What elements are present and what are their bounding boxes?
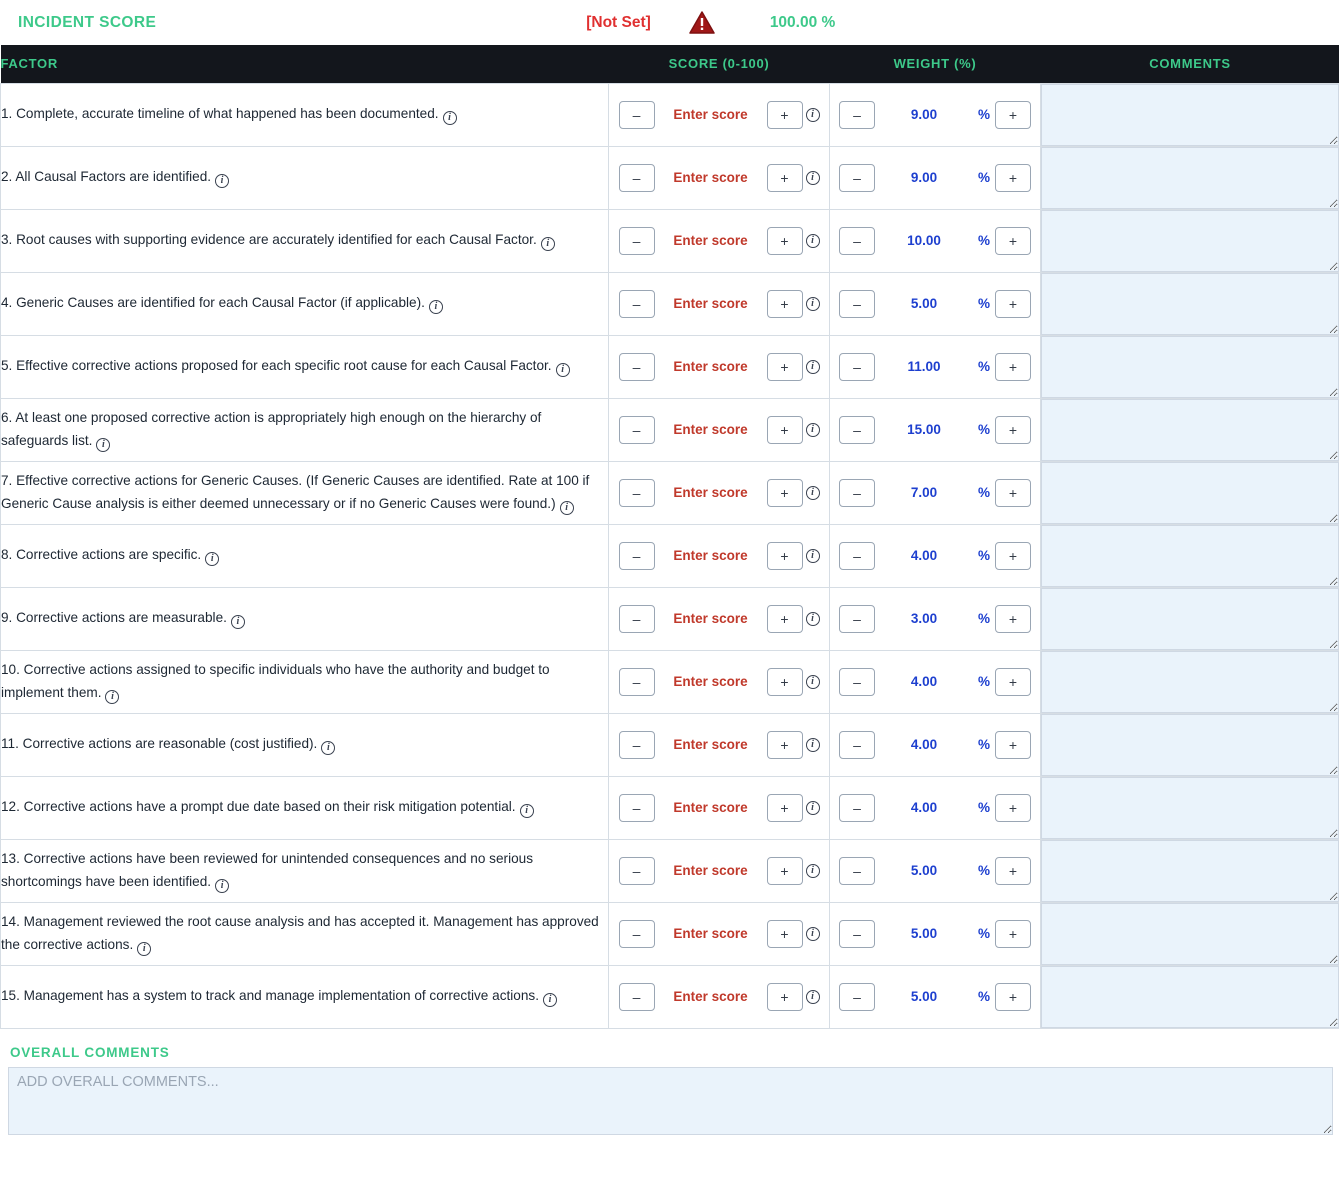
weight-increment-button[interactable]: +	[995, 416, 1031, 444]
weight-value[interactable]: 3.00	[910, 611, 938, 626]
percent-symbol: %	[977, 611, 990, 626]
row-comment-input[interactable]	[1041, 525, 1339, 587]
weight-value[interactable]: 5.00	[910, 296, 938, 311]
score-increment-button[interactable]: +	[767, 101, 803, 129]
weight-cell	[830, 398, 1041, 461]
factor-cell	[1, 461, 609, 524]
row-comment-input[interactable]	[1041, 273, 1339, 335]
weight-stepper	[839, 794, 1031, 822]
column-header-comments: COMMENTS	[1041, 45, 1339, 83]
score-input[interactable]	[655, 227, 767, 255]
comments-cell	[1041, 965, 1339, 1028]
score-stepper	[619, 794, 820, 822]
score-cell	[609, 965, 830, 1028]
weight-value[interactable]: 9.00	[910, 170, 938, 185]
comments-cell	[1041, 335, 1339, 398]
weight-value[interactable]: 15.00	[907, 422, 941, 437]
table-row	[1, 776, 1339, 839]
percent-symbol: %	[977, 485, 990, 500]
weight-decrement-button[interactable]: –	[839, 479, 875, 507]
factor-text: 11. Corrective actions are reasonable (cost justified).	[1, 736, 318, 752]
info-icon[interactable]: i	[96, 438, 110, 452]
score-increment-button[interactable]: +	[767, 416, 803, 444]
weight-stepper	[839, 920, 1031, 948]
score-increment-button[interactable]: +	[767, 731, 803, 759]
score-info-icon[interactable]: i	[806, 927, 820, 941]
table-row	[1, 461, 1339, 524]
score-cell	[609, 524, 830, 587]
comments-cell	[1041, 83, 1339, 146]
weight-value[interactable]: 7.00	[910, 485, 938, 500]
weight-stepper	[839, 668, 1031, 696]
comments-cell	[1041, 524, 1339, 587]
row-comment-input[interactable]	[1041, 903, 1339, 965]
overall-comments-section	[0, 1029, 1339, 1135]
weight-stepper	[839, 416, 1031, 444]
info-icon[interactable]: i	[556, 363, 570, 377]
score-cell	[609, 209, 830, 272]
weight-decrement-button[interactable]: –	[839, 101, 875, 129]
comments-cell	[1041, 587, 1339, 650]
score-decrement-button[interactable]: –	[619, 290, 655, 318]
weight-decrement-button[interactable]: –	[839, 353, 875, 381]
score-stepper	[619, 857, 820, 885]
score-decrement-button[interactable]: –	[619, 794, 655, 822]
weight-value[interactable]: 4.00	[910, 674, 938, 689]
percent-symbol: %	[977, 926, 990, 941]
score-input[interactable]	[655, 983, 767, 1011]
table-row	[1, 272, 1339, 335]
score-info-icon[interactable]: i	[806, 801, 820, 815]
score-cell	[609, 587, 830, 650]
weight-value[interactable]: 4.00	[910, 737, 938, 752]
row-comment-input[interactable]	[1041, 651, 1339, 713]
factor-cell	[1, 272, 609, 335]
score-increment-button[interactable]: +	[767, 479, 803, 507]
score-decrement-button[interactable]: –	[619, 983, 655, 1011]
percent-symbol: %	[977, 296, 990, 311]
comments-cell	[1041, 209, 1339, 272]
weight-value[interactable]: 11.00	[907, 359, 941, 374]
score-stepper	[619, 605, 820, 633]
score-increment-button[interactable]: +	[767, 857, 803, 885]
score-decrement-button[interactable]: –	[619, 920, 655, 948]
weight-cell	[830, 524, 1041, 587]
weight-increment-button[interactable]: +	[995, 857, 1031, 885]
score-cell	[609, 902, 830, 965]
score-decrement-button[interactable]: –	[619, 479, 655, 507]
percent-symbol: %	[977, 548, 990, 563]
table-row	[1, 398, 1339, 461]
weight-cell	[830, 776, 1041, 839]
score-input[interactable]	[655, 542, 767, 570]
table-row	[1, 209, 1339, 272]
weight-value[interactable]: 5.00	[910, 989, 938, 1004]
weight-cell	[830, 461, 1041, 524]
score-cell	[609, 776, 830, 839]
weight-value[interactable]: 4.00	[910, 548, 938, 563]
score-info-icon[interactable]: i	[806, 360, 820, 374]
factor-cell	[1, 902, 609, 965]
weight-value[interactable]: 5.00	[910, 926, 938, 941]
score-info-icon[interactable]: i	[806, 612, 820, 626]
comments-cell	[1041, 461, 1339, 524]
weight-decrement-button[interactable]: –	[839, 164, 875, 192]
score-stepper	[619, 227, 820, 255]
row-comment-input[interactable]	[1041, 588, 1339, 650]
score-increment-button[interactable]: +	[767, 983, 803, 1011]
weight-increment-button[interactable]: +	[995, 542, 1031, 570]
table-row	[1, 839, 1339, 902]
weight-increment-button[interactable]: +	[995, 605, 1031, 633]
column-header-score: SCORE (0-100)	[609, 45, 830, 83]
score-decrement-button[interactable]: –	[619, 164, 655, 192]
table-row	[1, 146, 1339, 209]
comments-cell	[1041, 839, 1339, 902]
weight-stepper	[839, 857, 1031, 885]
weight-value[interactable]: 5.00	[910, 863, 938, 878]
factor-text: 10. Corrective actions assigned to specific individuals who have the authority and budget to implement them.	[1, 662, 550, 700]
weight-stepper	[839, 164, 1031, 192]
factor-cell	[1, 209, 609, 272]
info-icon[interactable]: i	[137, 942, 151, 956]
row-comment-input[interactable]	[1041, 840, 1339, 902]
weight-decrement-button[interactable]: –	[839, 227, 875, 255]
score-increment-button[interactable]: +	[767, 920, 803, 948]
percent-symbol: %	[977, 422, 990, 437]
info-icon[interactable]: i	[520, 804, 534, 818]
score-stepper	[619, 353, 820, 381]
info-icon[interactable]: i	[231, 615, 245, 629]
score-decrement-button[interactable]: –	[619, 605, 655, 633]
weight-increment-button[interactable]: +	[995, 353, 1031, 381]
comments-cell	[1041, 650, 1339, 713]
factor-text: 2. All Causal Factors are identified.	[1, 169, 212, 185]
row-comment-input[interactable]	[1041, 966, 1339, 1028]
factor-cell	[1, 146, 609, 209]
factor-text: 15. Management has a system to track and manage implementation of corrective actions.	[1, 988, 539, 1004]
weight-cell	[830, 209, 1041, 272]
score-increment-button[interactable]: +	[767, 290, 803, 318]
factor-cell	[1, 776, 609, 839]
percent-symbol: %	[977, 359, 990, 374]
score-cell	[609, 713, 830, 776]
percent-symbol: %	[977, 674, 990, 689]
weight-cell	[830, 713, 1041, 776]
score-info-icon[interactable]: i	[806, 864, 820, 878]
factor-cell	[1, 650, 609, 713]
score-cell	[609, 398, 830, 461]
row-comment-input[interactable]	[1041, 399, 1339, 461]
info-icon[interactable]: i	[215, 174, 229, 188]
score-increment-button[interactable]: +	[767, 668, 803, 696]
factor-text: 14. Management reviewed the root cause analysis and has accepted it. Management has approved the corrective actions.	[1, 914, 599, 952]
comments-cell	[1041, 398, 1339, 461]
overall-comments-label: OVERALL COMMENTS	[10, 1044, 170, 1060]
info-icon[interactable]: i	[543, 993, 557, 1007]
weight-decrement-button[interactable]: –	[839, 605, 875, 633]
factor-text: 7. Effective corrective actions for Generic Causes. (If Generic Causes are identified. Rate at 100 if Generic Cause analysis is either deemed unnecessary or if no Generic Causes were found.)	[1, 473, 590, 511]
row-comment-input[interactable]	[1041, 210, 1339, 272]
weight-increment-button[interactable]: +	[995, 290, 1031, 318]
score-increment-button[interactable]: +	[767, 794, 803, 822]
score-info-icon[interactable]: i	[806, 234, 820, 248]
factor-cell	[1, 839, 609, 902]
score-cell	[609, 650, 830, 713]
score-cell	[609, 83, 830, 146]
row-comment-input[interactable]	[1041, 147, 1339, 209]
info-icon[interactable]: i	[321, 741, 335, 755]
table-row	[1, 524, 1339, 587]
weight-stepper	[839, 227, 1031, 255]
weight-increment-button[interactable]: +	[995, 164, 1031, 192]
percent-symbol: %	[977, 233, 990, 248]
score-increment-button[interactable]: +	[767, 164, 803, 192]
score-stepper	[619, 731, 820, 759]
score-decrement-button[interactable]: –	[619, 857, 655, 885]
score-stepper	[619, 416, 820, 444]
score-stepper	[619, 920, 820, 948]
weight-increment-button[interactable]: +	[995, 920, 1031, 948]
score-input[interactable]	[655, 920, 767, 948]
factor-cell	[1, 713, 609, 776]
score-cell	[609, 461, 830, 524]
factor-cell	[1, 587, 609, 650]
weight-cell	[830, 650, 1041, 713]
score-decrement-button[interactable]: –	[619, 227, 655, 255]
weight-cell	[830, 335, 1041, 398]
weight-value[interactable]: 10.00	[907, 233, 941, 248]
info-icon[interactable]: i	[429, 300, 443, 314]
score-info-icon[interactable]: i	[806, 486, 820, 500]
table-row	[1, 713, 1339, 776]
percent-symbol: %	[977, 170, 990, 185]
weight-cell	[830, 965, 1041, 1028]
score-stepper	[619, 983, 820, 1011]
row-comment-input[interactable]	[1041, 714, 1339, 776]
factor-text: 4. Generic Causes are identified for each Causal Factor (if applicable).	[1, 295, 425, 311]
weight-value[interactable]: 9.00	[910, 107, 938, 122]
weight-increment-button[interactable]: +	[995, 731, 1031, 759]
page-title: INCIDENT SCORE	[18, 13, 157, 31]
score-cell	[609, 272, 830, 335]
weight-decrement-button[interactable]: –	[839, 542, 875, 570]
column-header-factor: FACTOR	[1, 45, 609, 83]
factor-text: 1. Complete, accurate timeline of what happened has been documented.	[1, 106, 439, 122]
row-comment-input[interactable]	[1041, 777, 1339, 839]
weight-stepper	[839, 479, 1031, 507]
score-stepper	[619, 164, 820, 192]
score-decrement-button[interactable]: –	[619, 731, 655, 759]
weight-decrement-button[interactable]: –	[839, 920, 875, 948]
score-increment-button[interactable]: +	[767, 605, 803, 633]
score-info-icon[interactable]: i	[806, 675, 820, 689]
score-cell	[609, 839, 830, 902]
score-input[interactable]	[655, 794, 767, 822]
row-comment-input[interactable]	[1041, 462, 1339, 524]
percent-symbol: %	[977, 800, 990, 815]
weight-stepper	[839, 290, 1031, 318]
weight-cell	[830, 839, 1041, 902]
weight-increment-button[interactable]: +	[995, 668, 1031, 696]
score-cell	[609, 146, 830, 209]
incident-score-header	[0, 0, 1339, 45]
score-stepper	[619, 101, 820, 129]
factor-text: 9. Corrective actions are measurable.	[1, 610, 227, 626]
total-weight-percent: 100.00 %	[769, 13, 836, 31]
score-info-icon[interactable]: i	[806, 990, 820, 1004]
weight-stepper	[839, 542, 1031, 570]
weight-decrement-button[interactable]: –	[839, 983, 875, 1011]
comments-cell	[1041, 146, 1339, 209]
weight-increment-button[interactable]: +	[995, 794, 1031, 822]
factor-text: 3. Root causes with supporting evidence are accurately identified for each Causal Factor.	[1, 232, 537, 248]
score-decrement-button[interactable]: –	[619, 353, 655, 381]
weight-increment-button[interactable]: +	[995, 227, 1031, 255]
score-input[interactable]	[655, 416, 767, 444]
table-body	[1, 83, 1339, 1028]
factor-text: 13. Corrective actions have been reviewed for unintended consequences and no serious shortcomings have been identified.	[1, 851, 534, 889]
score-info-icon[interactable]: i	[806, 423, 820, 437]
warning-triangle-icon	[689, 11, 715, 35]
weight-stepper	[839, 983, 1031, 1011]
weight-stepper	[839, 101, 1031, 129]
weight-cell	[830, 146, 1041, 209]
weight-decrement-button[interactable]: –	[839, 731, 875, 759]
comments-cell	[1041, 776, 1339, 839]
score-increment-button[interactable]: +	[767, 353, 803, 381]
factor-cell	[1, 398, 609, 461]
score-increment-button[interactable]: +	[767, 542, 803, 570]
weight-stepper	[839, 731, 1031, 759]
percent-symbol: %	[977, 737, 990, 752]
weight-increment-button[interactable]: +	[995, 479, 1031, 507]
weight-decrement-button[interactable]: –	[839, 416, 875, 444]
factor-cell	[1, 524, 609, 587]
factor-cell	[1, 965, 609, 1028]
score-info-icon[interactable]: i	[806, 297, 820, 311]
info-icon[interactable]: i	[105, 690, 119, 704]
weight-decrement-button[interactable]: –	[839, 794, 875, 822]
info-icon[interactable]: i	[443, 111, 457, 125]
incident-score-table	[0, 45, 1339, 1029]
info-icon[interactable]: i	[205, 552, 219, 566]
info-icon[interactable]: i	[560, 501, 574, 515]
score-input[interactable]	[655, 164, 767, 192]
score-input[interactable]	[655, 479, 767, 507]
score-input[interactable]	[655, 605, 767, 633]
info-icon[interactable]: i	[541, 237, 555, 251]
weight-decrement-button[interactable]: –	[839, 857, 875, 885]
weight-stepper	[839, 605, 1031, 633]
score-stepper	[619, 479, 820, 507]
score-input[interactable]	[655, 290, 767, 318]
score-info-icon[interactable]: i	[806, 549, 820, 563]
weight-value[interactable]: 4.00	[910, 800, 938, 815]
table-row	[1, 335, 1339, 398]
score-cell	[609, 335, 830, 398]
status-badge: [Not Set]	[586, 13, 651, 31]
overall-comments-input[interactable]	[8, 1067, 1333, 1135]
column-header-weight: WEIGHT (%)	[830, 45, 1041, 83]
factor-text: 5. Effective corrective actions proposed for each specific root cause for each Causal Factor.	[1, 358, 552, 374]
table-row	[1, 650, 1339, 713]
table-row	[1, 587, 1339, 650]
table-row	[1, 83, 1339, 146]
score-input[interactable]	[655, 353, 767, 381]
score-input[interactable]	[655, 668, 767, 696]
score-decrement-button[interactable]: –	[619, 542, 655, 570]
percent-symbol: %	[977, 107, 990, 122]
score-decrement-button[interactable]: –	[619, 668, 655, 696]
score-stepper	[619, 668, 820, 696]
info-icon[interactable]: i	[215, 879, 229, 893]
score-info-icon[interactable]: i	[806, 171, 820, 185]
score-stepper	[619, 542, 820, 570]
score-info-icon[interactable]: i	[806, 108, 820, 122]
weight-increment-button[interactable]: +	[995, 101, 1031, 129]
comments-cell	[1041, 272, 1339, 335]
table-row	[1, 902, 1339, 965]
weight-cell	[830, 83, 1041, 146]
score-stepper	[619, 290, 820, 318]
row-comment-input[interactable]	[1041, 336, 1339, 398]
factor-cell	[1, 335, 609, 398]
score-input[interactable]	[655, 101, 767, 129]
percent-symbol: %	[977, 989, 990, 1004]
weight-decrement-button[interactable]: –	[839, 290, 875, 318]
weight-cell	[830, 902, 1041, 965]
weight-decrement-button[interactable]: –	[839, 668, 875, 696]
score-decrement-button[interactable]: –	[619, 101, 655, 129]
table-row	[1, 965, 1339, 1028]
weight-increment-button[interactable]: +	[995, 983, 1031, 1011]
weight-cell	[830, 272, 1041, 335]
score-decrement-button[interactable]: –	[619, 416, 655, 444]
weight-cell	[830, 587, 1041, 650]
factor-text: 8. Corrective actions are specific.	[1, 547, 202, 563]
score-input[interactable]	[655, 731, 767, 759]
weight-stepper	[839, 353, 1031, 381]
table-header	[1, 45, 1339, 83]
score-input[interactable]	[655, 857, 767, 885]
comments-cell	[1041, 713, 1339, 776]
factor-text: 6. At least one proposed corrective action is appropriately high enough on the hierarchy of safeguards list.	[1, 410, 542, 448]
row-comment-input[interactable]	[1041, 84, 1339, 146]
score-increment-button[interactable]: +	[767, 227, 803, 255]
score-info-icon[interactable]: i	[806, 738, 820, 752]
factor-cell	[1, 83, 609, 146]
factor-text: 12. Corrective actions have a prompt due date based on their risk mitigation potential.	[1, 799, 516, 815]
comments-cell	[1041, 902, 1339, 965]
percent-symbol: %	[977, 863, 990, 878]
